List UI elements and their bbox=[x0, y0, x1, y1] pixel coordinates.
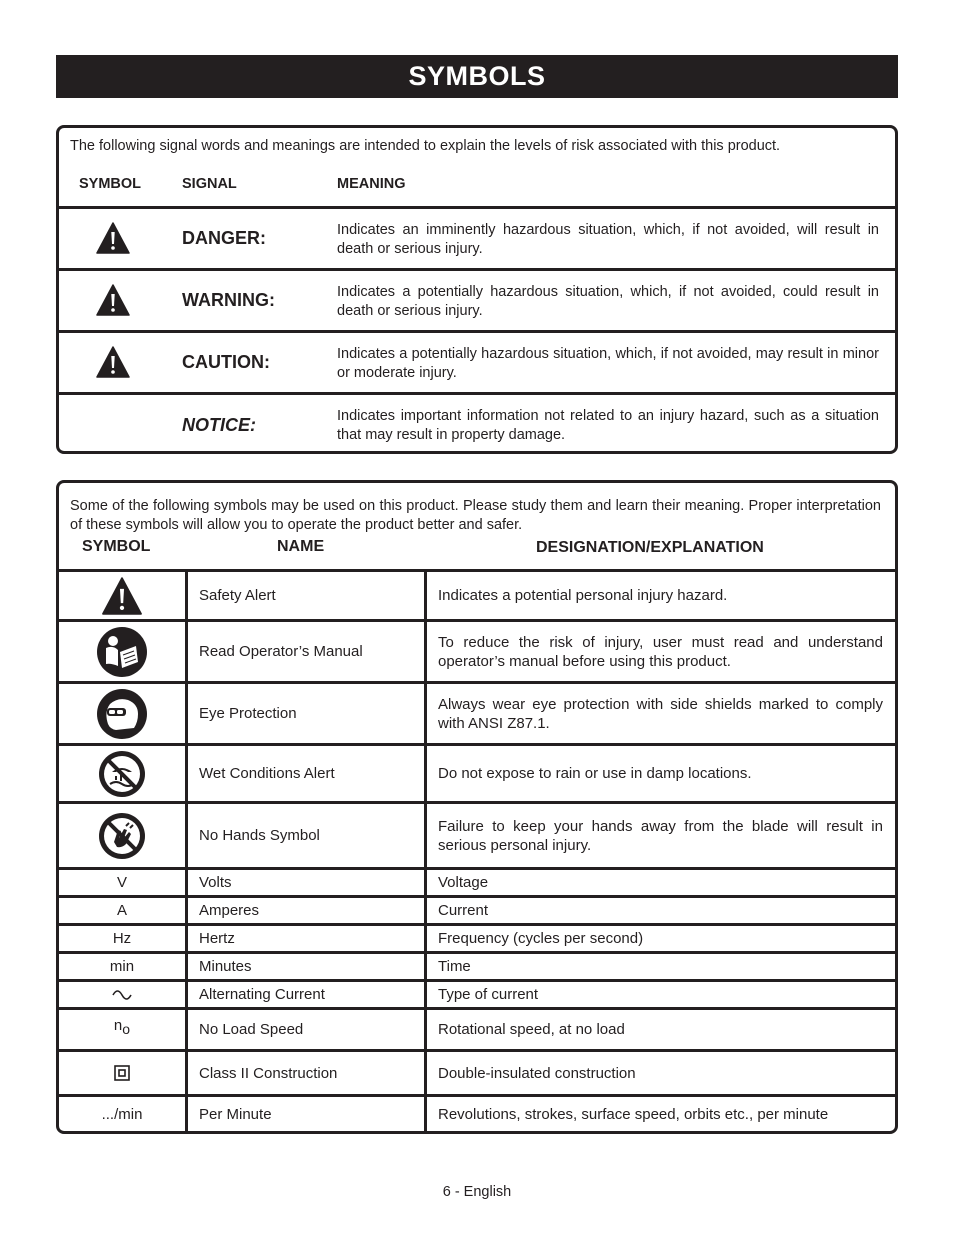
symbol-cell bbox=[59, 804, 188, 867]
symbol-row bbox=[59, 801, 895, 867]
symbol-designation: Rotational speed, at no load bbox=[438, 1021, 625, 1038]
symbol-row bbox=[59, 923, 895, 951]
symbol-row bbox=[59, 681, 895, 743]
header-symbol: SYMBOL bbox=[79, 176, 142, 192]
symbol-name: No Load Speed bbox=[188, 1010, 427, 1049]
signal-meaning: Indicates a potentially hazardous situation, which, if not avoided, may result in minor or moderate injury. bbox=[337, 346, 879, 381]
symbol-name: Amperes bbox=[188, 898, 427, 923]
symbol-designation: To reduce the risk of injury, user must read and understand operator’s manual before using this product. bbox=[438, 633, 883, 670]
symbol-designation: Failure to keep your hands away from the blade will result in serious personal injury. bbox=[438, 817, 883, 854]
symbol-designation: Indicates a potential personal injury hazard. bbox=[438, 587, 728, 604]
symbol-name: No Hands Symbol bbox=[188, 804, 427, 867]
signal-meaning: Indicates a potentially hazardous situation, which, if not avoided, could result in death or serious injury. bbox=[337, 284, 879, 319]
symbol-name: Hertz bbox=[188, 926, 427, 951]
symbol-designation: Time bbox=[438, 958, 471, 975]
symbol-designation: Revolutions, strokes, surface speed, orbits etc., per minute bbox=[438, 1105, 829, 1123]
symbol-designation: Double-insulated construction bbox=[438, 1064, 636, 1082]
symbol-cell bbox=[59, 622, 188, 681]
no-hands-icon bbox=[98, 812, 146, 860]
signal-row-notice bbox=[59, 392, 895, 451]
symbol-row bbox=[59, 979, 895, 1007]
eye-protection-icon bbox=[96, 688, 148, 740]
symbol-name: Alternating Current bbox=[188, 982, 427, 1007]
symbol-row bbox=[59, 1007, 895, 1049]
signal-label: WARNING: bbox=[182, 290, 275, 310]
warning-triangle-icon bbox=[96, 284, 130, 316]
wet-conditions-icon bbox=[98, 750, 146, 798]
signal-meaning: Indicates an imminently hazardous situation, which, if not avoided, will result in death or serious injury. bbox=[337, 222, 879, 257]
symbol-name: Volts bbox=[188, 870, 427, 895]
symbol-cell bbox=[59, 1010, 188, 1049]
symbol-designation: Type of current bbox=[438, 986, 539, 1003]
symbol-row bbox=[59, 951, 895, 979]
safety-alert-icon bbox=[100, 577, 144, 615]
symbol-cell bbox=[59, 1052, 188, 1094]
symbols-box bbox=[56, 480, 898, 1134]
header-name: NAME bbox=[277, 538, 325, 555]
symbol-name: Read Operator’s Manual bbox=[188, 622, 427, 681]
symbol-name: Safety Alert bbox=[188, 572, 427, 619]
symbol-name: Per Minute bbox=[188, 1097, 427, 1131]
symbol-subscript: o bbox=[122, 1021, 131, 1037]
warning-triangle-icon bbox=[96, 222, 130, 254]
symbol-designation: Do not expose to rain or use in damp locations. bbox=[438, 765, 752, 782]
symbol-text: min bbox=[59, 954, 188, 979]
symbol-row bbox=[59, 895, 895, 923]
symbol-text: .../min bbox=[59, 1097, 188, 1131]
signal-label: NOTICE: bbox=[182, 415, 256, 435]
read-manual-icon bbox=[96, 626, 148, 678]
symbol-text: n bbox=[113, 1017, 123, 1034]
symbol-row bbox=[59, 867, 895, 895]
header-meaning: MEANING bbox=[337, 176, 406, 192]
symbol-designation: Frequency (cycles per second) bbox=[438, 930, 644, 947]
symbol-row bbox=[59, 569, 895, 619]
header-signal: SIGNAL bbox=[182, 176, 237, 192]
signal-label: CAUTION: bbox=[182, 352, 270, 372]
symbol-name: Minutes bbox=[188, 954, 427, 979]
signal-row-warning bbox=[59, 268, 895, 330]
symbol-row bbox=[59, 1049, 895, 1094]
symbol-designation: Current bbox=[438, 902, 489, 919]
symbol-row bbox=[59, 743, 895, 801]
symbol-cell bbox=[59, 982, 188, 1007]
symbol-designation: Voltage bbox=[438, 874, 489, 891]
symbol-designation: Always wear eye protection with side shields marked to comply with ANSI Z87.1. bbox=[438, 695, 883, 732]
signal-row-caution bbox=[59, 330, 895, 392]
symbol-name: Class II Construction bbox=[188, 1052, 427, 1094]
signal-meaning: Indicates important information not related to an injury hazard, such as a situation that may result in property damage. bbox=[337, 408, 879, 443]
symbol-row bbox=[59, 1094, 895, 1131]
symbol-cell bbox=[59, 572, 188, 619]
header-symbol: SYMBOL bbox=[82, 538, 151, 555]
symbol-row bbox=[59, 619, 895, 681]
warning-triangle-icon bbox=[96, 346, 130, 378]
class-ii-construction-icon bbox=[114, 1065, 130, 1081]
header-designation: DESIGNATION/EXPLANATION bbox=[536, 539, 764, 556]
page-title: SYMBOLS bbox=[56, 55, 898, 98]
symbol-text: V bbox=[59, 870, 188, 895]
signal-intro: The following signal words and meanings are intended to explain the levels of risk associated with this product. bbox=[70, 138, 781, 154]
symbol-text: A bbox=[59, 898, 188, 923]
symbol-cell bbox=[59, 746, 188, 801]
symbols-intro: Some of the following symbols may be used on this product. Please study them and learn their meaning. Proper interpretation of these symbols will allow you to operate the product better and safer. bbox=[70, 498, 881, 533]
alternating-current-icon bbox=[112, 989, 132, 1001]
symbol-name: Eye Protection bbox=[188, 684, 427, 743]
signal-words-box bbox=[56, 125, 898, 454]
signal-label: DANGER: bbox=[182, 228, 266, 248]
symbol-cell bbox=[59, 684, 188, 743]
symbol-name: Wet Conditions Alert bbox=[188, 746, 427, 801]
page-footer: 6 - English bbox=[442, 1184, 512, 1200]
symbol-text: Hz bbox=[59, 926, 188, 951]
signal-row-danger bbox=[59, 206, 895, 268]
